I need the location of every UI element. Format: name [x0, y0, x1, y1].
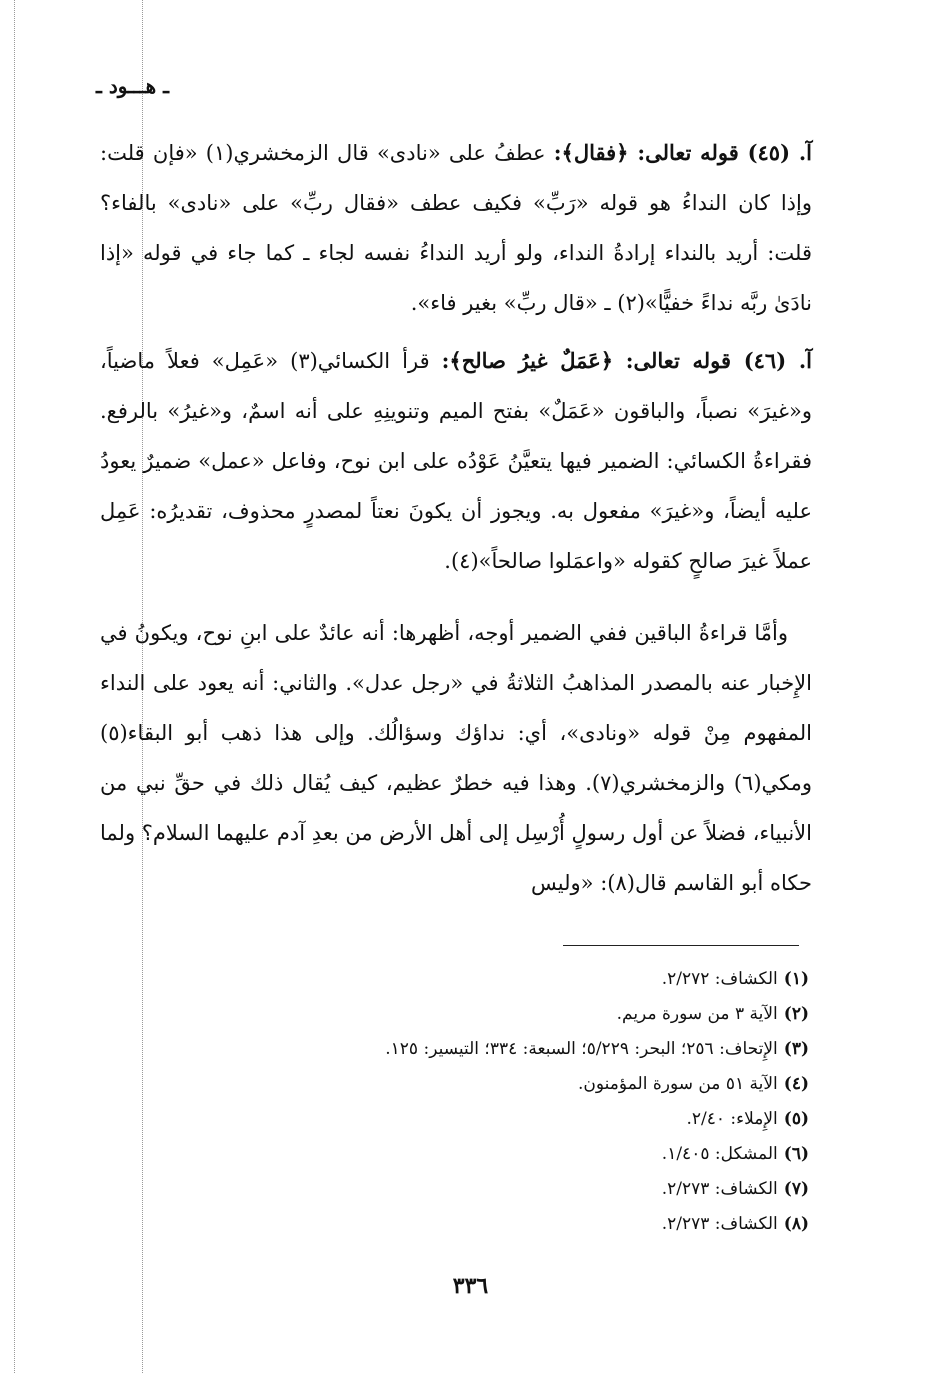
footnote-text: الآية ٥١ من سورة المؤمنون. — [578, 1074, 778, 1094]
footnotes — [109, 962, 809, 1242]
main-text — [100, 128, 812, 908]
footnote-text: الكشاف: ٢/٢٧٣. — [661, 1179, 778, 1199]
footnote-number: (٦) — [783, 1144, 809, 1164]
paragraph-body: عطفُ على «نادى» قال الزمخشري(١) «فإن قلت: وإذا كان النداءُ هو قوله «رَبِّ» فكيف عطف «فقال ربِّ» على «نادى» بالفاء؟ قلت: أريد بالنداء إرادةُ النداء، ولو أريد النداءُ نفسه لجاء ـ كما جاء في قوله «إذا نادَىٰ ربَّه نداءً خفيًّا»(٢) ـ «قال ربِّ» بغير فاء». — [100, 141, 812, 315]
footnote-8 — [109, 1207, 809, 1242]
footnote-2 — [109, 997, 809, 1032]
footnote-5 — [109, 1102, 809, 1137]
footnote-text: الإِملاء: ٢/٤٠. — [686, 1109, 778, 1129]
footnote-number: (٣) — [783, 1039, 809, 1059]
footnote-text: المشكل: ١/٤٠٥. — [661, 1144, 778, 1164]
verse-heading: آ. (٤٦) قوله تعالى: ﴿عَمَلٌ غيرُ صالح﴾: — [441, 348, 812, 373]
footnote-number: (٨) — [783, 1214, 809, 1234]
footnote-number: (٢) — [783, 1004, 809, 1024]
footnote-number: (٥) — [783, 1109, 809, 1129]
paragraph-46 — [100, 336, 812, 586]
footnote-separator — [563, 945, 799, 946]
footnote-number: (١) — [783, 969, 809, 989]
footnote-7 — [109, 1172, 809, 1207]
paragraph-continuation — [100, 608, 812, 908]
scan-edge-left — [14, 0, 15, 1373]
footnote-number: (٤) — [783, 1074, 809, 1094]
footnote-4 — [109, 1067, 809, 1102]
footnote-6 — [109, 1137, 809, 1172]
footnote-text: الإِتحاف: ٢٥٦؛ البحر: ٥/٢٢٩؛ السبعة: ٣٣٤؛ التيسير: ١٢٥. — [385, 1039, 778, 1059]
footnote-text: الكشاف: ٢/٢٧٢. — [661, 969, 778, 989]
page-number: ٣٣٦ — [452, 1273, 489, 1299]
paragraph-45 — [100, 128, 812, 328]
running-header: ـ هـــود ـ — [96, 74, 170, 98]
footnote-1 — [109, 962, 809, 997]
footnote-number: (٧) — [783, 1179, 809, 1199]
footnote-3 — [109, 1032, 809, 1067]
paragraph-body: قرأ الكسائي(٣) «عَمِل» فعلاً ماضياً، و«غيرَ» نصباً، والباقون «عَمَلٌ» بفتح الميم وتنوينِهِ على أنه اسمٌ، و«غيرُ» بالرفع. فقراءةُ الكسائي: الضمير فيها يتعيَّنُ عَوْدُه على ابن نوح، وفاعل «عمل» ضميرٌ يعودُ عليه أيضاً، و«غيرَ» مفعول به. ويجوز أن يكونَ نعتاً لمصدرٍ محذوف، تقديرُه: عَمِل عملاً غيرَ صالحٍ كقوله «واعمَلوا صالحاً»(٤). — [100, 349, 812, 573]
footnote-text: الآية ٣ من سورة مريم. — [616, 1004, 778, 1024]
verse-heading: آ. (٤٥) قوله تعالى: ﴿فقال﴾: — [553, 140, 813, 165]
paragraph-body: وأمَّا قراءةُ الباقين ففي الضمير أوجه، أظهرها: أنه عائدٌ على ابنِ نوح، ويكونُ في الإِخبار عنه بالمصدر المذاهبُ الثلاثةُ في «رجل عدل». والثاني: أنه يعود على النداء المفهوم مِنْ قوله «ونادى»، أي: نداؤك وسؤالُك. وإلى هذا ذهب أبو البقاء(٥) ومكي(٦) والزمخشري(٧). وهذا فيه خطرٌ عظيم، كيف يُقال ذلك في حقِّ نبي من الأنبياء، فضلاً عن أول رسولٍ أُرْسِل إلى أهل الأرض من بعدِ آدم عليهما السلام؟ ولما حكاه أبو القاسم قال(٨): «وليس — [100, 621, 813, 895]
footnote-text: الكشاف: ٢/٢٧٣. — [661, 1214, 778, 1234]
